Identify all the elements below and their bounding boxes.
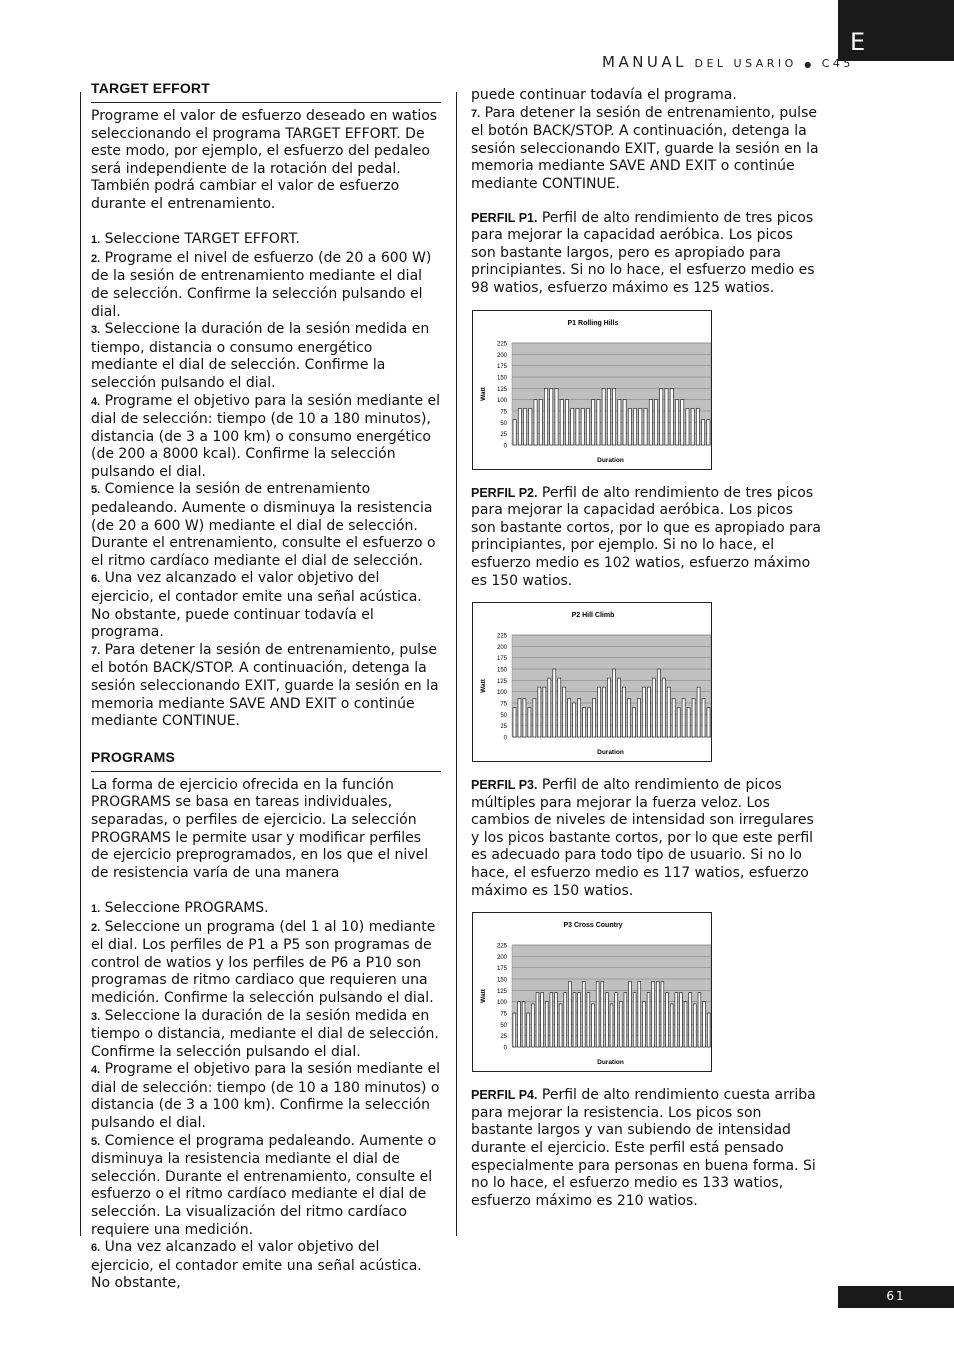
chart-bar bbox=[672, 699, 675, 738]
chart-bar bbox=[675, 993, 678, 1047]
programs-heading: PROGRAMS bbox=[91, 749, 441, 772]
chart-bar bbox=[681, 399, 684, 444]
chart-bar bbox=[637, 699, 640, 738]
target-effort-step bbox=[91, 231, 441, 250]
step-number: 6. bbox=[91, 1242, 101, 1255]
chart-bar bbox=[703, 1002, 706, 1047]
chart-bar bbox=[592, 399, 595, 444]
chart-bar bbox=[592, 1004, 595, 1047]
y-tick-label: 100 bbox=[496, 690, 507, 697]
chart-bar bbox=[583, 708, 586, 737]
step-number: 7. bbox=[91, 644, 101, 657]
target-effort-step bbox=[91, 642, 441, 731]
chart-bar bbox=[618, 399, 621, 444]
step-text: Una vez alcanzado el valor objetivo del ejercicio, el contador emite una señal acústica. No obstante, puede continuar todavía el programa. bbox=[91, 570, 422, 641]
chart-bar bbox=[539, 399, 542, 444]
profile-label: PERFIL P4. bbox=[471, 1088, 538, 1103]
chart-bar bbox=[555, 388, 558, 445]
chart-bar bbox=[633, 993, 636, 1047]
chart-bar bbox=[707, 1013, 710, 1047]
step-number: 2. bbox=[91, 921, 101, 934]
step-text: Seleccione PROGRAMS. bbox=[104, 899, 269, 916]
profile-text: Perfil de alto rendimiento cuesta arriba para mejorar la resistencia. Los picos son bastante largos y van subiendo de intensidad durante el ejercicio. Este perfil está pensado especialmente para personas en buena forma. Si no lo hace, el esfuerzo medio es 133 watios, esfuerzo máximo es 210 watios. bbox=[471, 1087, 816, 1209]
chart-bar bbox=[661, 982, 664, 1048]
target-effort-step bbox=[91, 481, 441, 570]
y-tick-label: 225 bbox=[496, 633, 507, 640]
step-text: Seleccione TARGET EFFORT. bbox=[104, 231, 300, 248]
chart-bar bbox=[687, 708, 690, 737]
chart-bar bbox=[565, 399, 568, 444]
y-tick-label: 100 bbox=[496, 1000, 507, 1007]
step-number: 2. bbox=[91, 252, 101, 265]
chart-bar bbox=[698, 993, 701, 1047]
chart-bar bbox=[518, 1002, 521, 1047]
chart-bar bbox=[573, 703, 576, 737]
chart-bar bbox=[629, 982, 632, 1048]
chart-bar bbox=[670, 388, 673, 445]
step-number: 5. bbox=[91, 484, 101, 497]
chart-bar bbox=[696, 408, 699, 445]
chart-bar bbox=[628, 408, 631, 445]
step-text: Para detener la sesión de entrenamiento, pulse el botón BACK/STOP. A continuación, detenga la sesión seleccionando EXIT, guarde la sesión en la memoria mediante SAVE AND EXIT o continúe mediante CONTINUE. bbox=[91, 641, 439, 730]
chart-title: P2 Hill Climb bbox=[571, 612, 615, 620]
chart-bar bbox=[528, 708, 531, 737]
y-tick-label: 125 bbox=[496, 678, 507, 685]
profile-chart-svg bbox=[473, 913, 711, 1071]
chart-bar bbox=[665, 388, 668, 445]
chart-bar bbox=[689, 993, 692, 1047]
step-text: Programe el nivel de esfuerzo (de 20 a 600 W) de la sesión de entrenamiento mediante el dial de selección. Confirme la selección pulsando el dial. bbox=[91, 249, 432, 320]
chart-bar bbox=[560, 399, 563, 444]
chart-bar bbox=[652, 678, 655, 737]
chart-bar bbox=[610, 1004, 613, 1047]
chart-bar bbox=[550, 993, 553, 1047]
y-tick-label: 0 bbox=[503, 443, 507, 450]
step-text: Programe el objetivo para la sesión mediante el dial de selección: tiempo (de 10 a 180 minutos) o distancia (de 3 a 100 km). Confirme la selección pulsando el dial. bbox=[91, 1061, 441, 1132]
header-del-usario: DEL USARIO bbox=[694, 57, 797, 70]
chart-bar bbox=[513, 1013, 516, 1047]
y-axis-label: Watt bbox=[480, 989, 487, 1004]
profile-chart bbox=[472, 310, 712, 470]
chart-bar bbox=[702, 699, 705, 738]
chart-bar bbox=[602, 388, 605, 445]
chart-bar bbox=[627, 699, 630, 738]
target-effort-step bbox=[91, 321, 441, 392]
profile-text: Perfil de alto rendimiento de picos múltiples para mejorar la fuerza veloz. Los cambios de niveles de intensidad son irregulares y los picos bastante cortos, por lo que este perfil es adecuado para todo tipo de usuario. Si no lo hace, el esfuerzo medio es 117 watios, esfuerzo máximo es 150 watios. bbox=[471, 777, 814, 899]
step-text: Seleccione la duración de la sesión medida en tiempo o distancia, mediante el dial de selección. Confirme la selección pulsando el dial. bbox=[91, 1007, 439, 1060]
chart-bar bbox=[598, 687, 601, 737]
chart-bar bbox=[643, 1002, 646, 1047]
step-text: Para detener la sesión de entrenamiento, pulse el botón BACK/STOP. A continuación, detenga la sesión seleccionando EXIT, guarde la sesión en la memoria mediante SAVE AND EXIT o continúe mediante CONTINUE. bbox=[471, 104, 819, 192]
y-tick-label: 150 bbox=[496, 375, 507, 382]
chart-bar bbox=[605, 993, 608, 1047]
chart-bar bbox=[538, 687, 541, 737]
chart-bar bbox=[622, 687, 625, 737]
profile-chart bbox=[472, 912, 712, 1072]
chart-bar bbox=[639, 408, 642, 445]
chart-bar bbox=[513, 419, 516, 444]
chart-bar bbox=[684, 1002, 687, 1047]
programs-step bbox=[91, 1239, 441, 1293]
chart-bar bbox=[588, 708, 591, 737]
chart-bar bbox=[686, 408, 689, 445]
step-text: Programe el objetivo para la sesión mediante el dial de selección: tiempo (de 10 a 180 minutos), distancia (de 3 a 100 km) o consumo energético (de 200 a 8000 kcal). Confirme la selección pulsando el dial. bbox=[91, 392, 441, 480]
step-text: Comience el programa pedaleando. Aumente o disminuya la resistencia mediante el dial de selección. Durante el entrenamiento, consulte el esfuerzo o el ritmo cardíaco mediante el dial de selección. La visualización del ritmo cardíaco requiere una medición. bbox=[91, 1132, 437, 1238]
y-tick-label: 225 bbox=[496, 943, 507, 950]
chart-bar bbox=[692, 699, 695, 738]
chart-bar bbox=[670, 1004, 673, 1047]
chart-bar bbox=[593, 699, 596, 738]
header-bullet: ● bbox=[804, 60, 815, 69]
chart-bar bbox=[607, 388, 610, 445]
chart-title: P3 Cross Country bbox=[563, 922, 623, 930]
programs-step bbox=[91, 1061, 441, 1132]
step-number: 3. bbox=[91, 1010, 101, 1023]
chart-bar bbox=[702, 419, 705, 444]
chart-bar bbox=[531, 1004, 534, 1047]
chart-bar bbox=[697, 687, 700, 737]
profile-label: PERFIL P2. bbox=[471, 485, 538, 500]
y-tick-label: 50 bbox=[500, 712, 507, 719]
chart-bar bbox=[534, 399, 537, 444]
y-axis-label: Watt bbox=[480, 679, 487, 694]
chart-bar bbox=[587, 993, 590, 1047]
y-tick-label: 75 bbox=[500, 1011, 507, 1018]
chart-bar bbox=[529, 408, 532, 445]
step-number: 6. bbox=[91, 573, 101, 586]
programs-steps bbox=[91, 900, 441, 1293]
programs-step bbox=[91, 900, 441, 919]
chart-bar bbox=[644, 408, 647, 445]
step-text: Una vez alcanzado el valor objetivo del ejercicio, el contador emite una señal acústica. No obstante, bbox=[91, 1239, 422, 1292]
column-divider-rule bbox=[456, 92, 457, 1236]
chart-bar bbox=[667, 687, 670, 737]
chart-bar bbox=[568, 982, 571, 1048]
y-tick-label: 175 bbox=[496, 363, 507, 370]
profile-chart bbox=[472, 602, 712, 762]
chart-bar bbox=[617, 678, 620, 737]
chart-bar bbox=[586, 408, 589, 445]
chart-bar bbox=[544, 388, 547, 445]
chart-title: P1 Rolling Hills bbox=[567, 319, 619, 327]
y-tick-label: 0 bbox=[503, 735, 507, 742]
y-tick-label: 25 bbox=[500, 724, 507, 731]
chart-bar bbox=[675, 399, 678, 444]
chart-bar bbox=[623, 399, 626, 444]
step-text: Seleccione un programa (del 1 al 10) mediante el dial. Los perfiles de P1 a P5 son programas de control de watios y los perfiles de P6 a P10 son programas de ritmo cardiaco que requieren una medición. Confirme la selección pulsando el dial. bbox=[91, 918, 436, 1006]
left-column bbox=[91, 80, 441, 1293]
chart-bar bbox=[657, 669, 660, 737]
chart-bar bbox=[633, 408, 636, 445]
y-tick-label: 25 bbox=[500, 431, 507, 438]
y-tick-label: 175 bbox=[496, 656, 507, 663]
chart-bar bbox=[555, 993, 558, 1047]
step-number: 7. bbox=[471, 107, 481, 120]
programs-continuation: puede continuar todavía el programa. bbox=[471, 87, 737, 103]
chart-bar bbox=[548, 678, 551, 737]
chart-bar bbox=[619, 1002, 622, 1047]
chart-bar bbox=[571, 408, 574, 445]
chart-bar bbox=[660, 388, 663, 445]
profile-description bbox=[471, 210, 821, 298]
left-margin-rule bbox=[80, 92, 81, 1236]
header-manual: MANUAL bbox=[602, 53, 688, 71]
chart-bar bbox=[662, 678, 665, 737]
chart-bar bbox=[693, 1004, 696, 1047]
step-number: 4. bbox=[91, 395, 101, 408]
chart-bar bbox=[691, 408, 694, 445]
step-number: 1. bbox=[91, 902, 101, 915]
y-tick-label: 75 bbox=[500, 409, 507, 416]
header-model: C45 bbox=[821, 57, 854, 70]
chart-bar bbox=[624, 993, 627, 1047]
chart-bar bbox=[578, 993, 581, 1047]
programs-intro: La forma de ejercicio ofrecida en la función PROGRAMS se basa en tareas individuales, separadas, o perfiles de ejercicio. La selección PROGRAMS le permite usar y modificar perfiles de ejercicio preprogramados, en los que el nivel de resistencia varía de una manera bbox=[91, 776, 429, 881]
y-tick-label: 125 bbox=[496, 386, 507, 393]
chart-bar bbox=[707, 708, 710, 737]
chart-bar bbox=[545, 1002, 548, 1047]
chart-bar bbox=[647, 993, 650, 1047]
chart-bar bbox=[581, 408, 584, 445]
chart-bar bbox=[518, 699, 521, 738]
chart-bar bbox=[647, 687, 650, 737]
chart-bar bbox=[524, 408, 527, 445]
y-tick-label: 25 bbox=[500, 1034, 507, 1041]
chart-bar bbox=[642, 687, 645, 737]
right-column bbox=[471, 87, 821, 1210]
page-number: 61 bbox=[838, 1286, 954, 1308]
chart-bar bbox=[558, 678, 561, 737]
chart-bar bbox=[582, 982, 585, 1048]
y-tick-label: 200 bbox=[496, 955, 507, 962]
chart-bar bbox=[677, 708, 680, 737]
chart-bar bbox=[682, 699, 685, 738]
chart-bar bbox=[559, 1004, 562, 1047]
chart-bar bbox=[603, 687, 606, 737]
programs-step bbox=[91, 919, 441, 1008]
chart-bar bbox=[707, 419, 710, 444]
step-text: Comience la sesión de entrenamiento pedaleando. Aumente o disminuya la resistencia (de 20 a 600 W) mediante el dial de selección. Durante el entrenamiento, consulte el esfuerzo o el ritmo cardíaco mediante el dial de selección. bbox=[91, 481, 436, 569]
chart-bar bbox=[568, 699, 571, 738]
target-effort-heading: TARGET EFFORT bbox=[91, 80, 441, 103]
chart-bar bbox=[601, 982, 604, 1048]
target-effort-step bbox=[91, 393, 441, 482]
chart-bar bbox=[578, 699, 581, 738]
step-text: Seleccione la duración de la sesión medida en tiempo, distancia o consumo energético mediante el dial de selección. Confirme la selección pulsando el dial. bbox=[91, 321, 430, 391]
y-tick-label: 200 bbox=[496, 644, 507, 651]
y-tick-label: 50 bbox=[500, 420, 507, 427]
y-tick-label: 150 bbox=[496, 667, 507, 674]
section-tab bbox=[838, 0, 954, 61]
chart-bar bbox=[612, 669, 615, 737]
profile-description bbox=[471, 485, 821, 591]
target-effort-intro: Programe el valor de esfuerzo deseado en watios seleccionando el programa TARGET EFFORT. De este modo, por ejemplo, el esfuerzo del pedaleo será independiente de la rotación del pedal. También podrá cambiar el valor de esfuerzo durante el entrenamiento. bbox=[91, 108, 438, 212]
chart-bar bbox=[550, 388, 553, 445]
chart-bar bbox=[563, 687, 566, 737]
chart-bar bbox=[527, 1013, 530, 1047]
chart-bar bbox=[652, 982, 655, 1048]
chart-bar bbox=[615, 993, 618, 1047]
chart-bar bbox=[522, 1002, 525, 1047]
profile-label: PERFIL P3. bbox=[471, 778, 538, 793]
y-axis-label: Watt bbox=[480, 386, 487, 401]
chart-bar bbox=[632, 708, 635, 737]
y-tick-label: 75 bbox=[500, 701, 507, 708]
y-tick-label: 125 bbox=[496, 989, 507, 996]
profile-description bbox=[471, 777, 821, 900]
chart-bar bbox=[649, 399, 652, 444]
chart-bar bbox=[596, 982, 599, 1048]
profile-description bbox=[471, 1087, 821, 1210]
chart-bar bbox=[543, 687, 546, 737]
chart-bar bbox=[518, 408, 521, 445]
profiles-list bbox=[471, 210, 821, 1211]
chart-bar bbox=[513, 708, 516, 737]
step-number: 4. bbox=[91, 1064, 101, 1077]
y-tick-label: 175 bbox=[496, 966, 507, 973]
y-tick-label: 200 bbox=[496, 352, 507, 359]
chart-bar bbox=[533, 699, 536, 738]
profile-text: Perfil de alto rendimiento de tres picos para mejorar la capacidad aeróbica. Los picos son bastante largos, pero es apropiado para principiantes. Si no lo hace, el esfuerzo medio es 98 watios, esfuerzo máximo es 125 watios. bbox=[471, 209, 815, 296]
step-number: 1. bbox=[91, 234, 101, 247]
y-tick-label: 0 bbox=[503, 1045, 507, 1052]
step-number: 3. bbox=[91, 324, 101, 337]
step-number: 5. bbox=[91, 1135, 101, 1148]
programs-step-7 bbox=[471, 105, 821, 194]
target-effort-steps bbox=[91, 231, 441, 731]
x-axis-label: Duration bbox=[597, 456, 624, 464]
y-tick-label: 100 bbox=[496, 397, 507, 404]
y-tick-label: 150 bbox=[496, 977, 507, 984]
chart-bar bbox=[608, 678, 611, 737]
programs-step bbox=[91, 1008, 441, 1062]
chart-bar bbox=[597, 399, 600, 444]
chart-bar bbox=[638, 982, 641, 1048]
chart-bar bbox=[564, 993, 567, 1047]
programs-step bbox=[91, 1133, 441, 1240]
y-tick-label: 50 bbox=[500, 1023, 507, 1030]
chart-bar bbox=[654, 399, 657, 444]
y-tick-label: 225 bbox=[496, 341, 507, 348]
chart-bar bbox=[523, 699, 526, 738]
plot-area bbox=[512, 635, 711, 737]
section-letter: E bbox=[850, 28, 866, 56]
chart-bar bbox=[680, 993, 683, 1047]
chart-bar bbox=[613, 388, 616, 445]
profile-label: PERFIL P1. bbox=[471, 210, 538, 225]
profile-chart-svg bbox=[473, 603, 711, 761]
chart-bar bbox=[541, 993, 544, 1047]
chart-bar bbox=[576, 408, 579, 445]
chart-bar bbox=[656, 982, 659, 1048]
profile-text: Perfil de alto rendimiento de tres picos para mejorar la capacidad aeróbica. Los picos son bastante cortos, por lo que es apropiado para principiantes, por ejemplo. Si no lo hace, el esfuerzo medio es 102 watios, esfuerzo máximo es 150 watios. bbox=[471, 484, 821, 589]
target-effort-step bbox=[91, 250, 441, 321]
running-header bbox=[602, 53, 854, 71]
chart-bar bbox=[536, 993, 539, 1047]
target-effort-step bbox=[91, 570, 441, 641]
chart-bar bbox=[573, 993, 576, 1047]
x-axis-label: Duration bbox=[597, 749, 624, 757]
chart-bar bbox=[553, 669, 556, 737]
profile-chart-svg bbox=[473, 311, 711, 469]
x-axis-label: Duration bbox=[597, 1059, 624, 1067]
chart-bar bbox=[666, 993, 669, 1047]
